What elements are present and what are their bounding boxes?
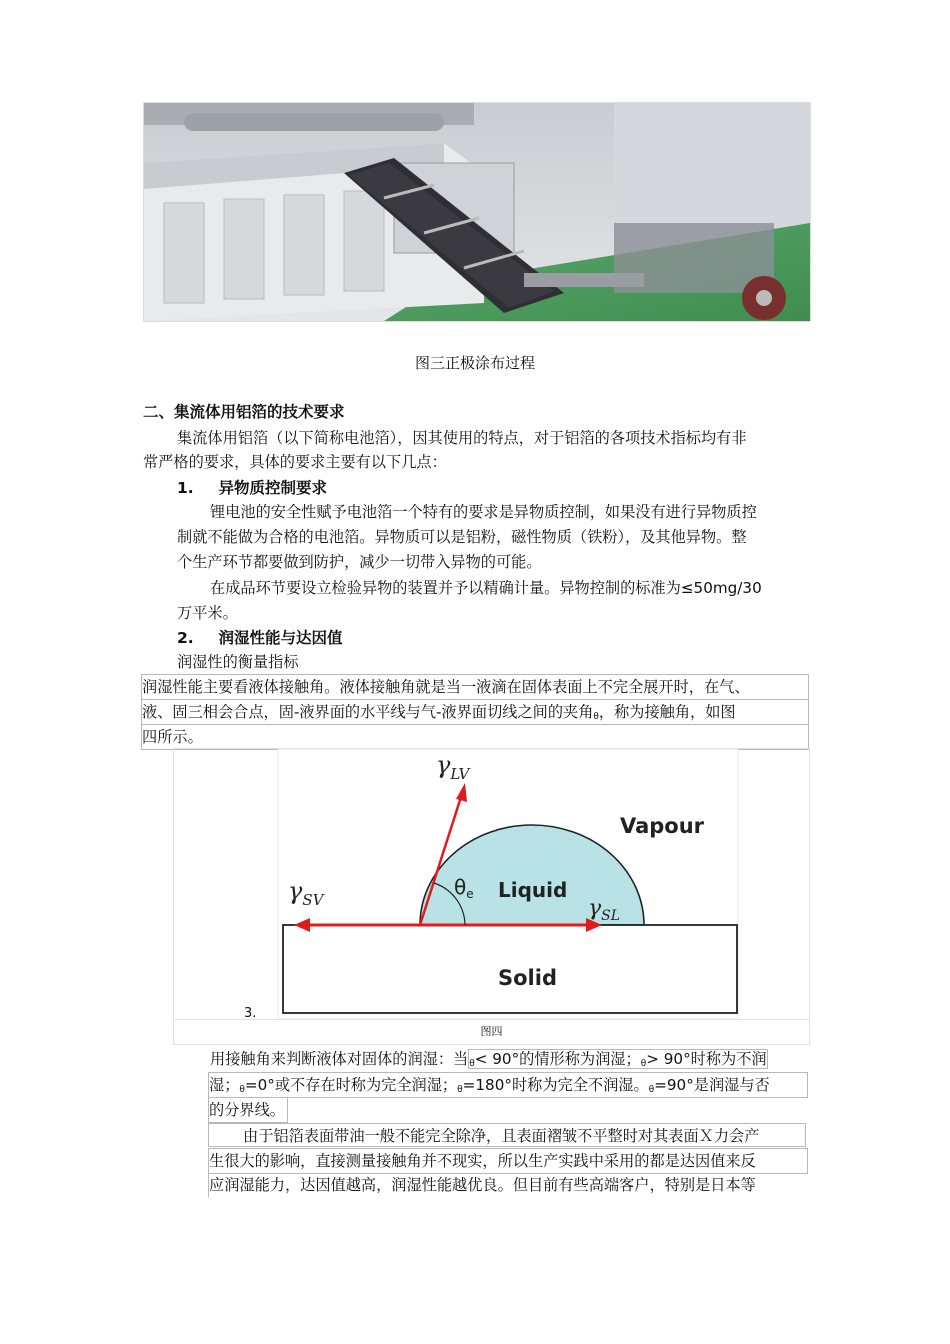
- theta-symbol: θ: [640, 1059, 647, 1069]
- item-1-number: 1.: [177, 479, 194, 497]
- dyne-line-1: 由于铝箔表面带油一般不能完全除净，且表面褶皱不平整时对其表面Ｘ力会产: [208, 1123, 806, 1147]
- coating-line-photo: [143, 102, 811, 322]
- contact-line-3: 的分界线。: [208, 1097, 288, 1123]
- contact-line-1b: < 90°的情形称为润湿；: [474, 1050, 641, 1068]
- solid-label: Solid: [498, 966, 557, 990]
- liquid-label: Liquid: [498, 878, 568, 902]
- item-1-heading: [177, 476, 327, 500]
- theta-symbol: θ: [457, 1085, 463, 1095]
- item-2-heading: [177, 626, 343, 650]
- vapour-label: Vapour: [620, 814, 705, 838]
- item-1-title: 异物质控制要求: [218, 479, 328, 497]
- item-2-number: 2.: [177, 629, 194, 647]
- item-1-para-1-line-1: 锂电池的安全性赋予电池箔一个特有的要求是异物质控制，如果没有进行异物质控: [210, 503, 757, 521]
- figure-3-caption: 图三正极涂布过程: [414, 354, 535, 372]
- intro-line-2: 常严格的要求，具体的要求主要有以下几点：: [143, 453, 447, 471]
- contact-line-2a: 湿；: [209, 1076, 240, 1094]
- item-2-title: 润湿性能与达因值: [218, 629, 343, 647]
- theta-symbol: θ: [469, 1059, 475, 1069]
- figure-4-frame: [173, 748, 810, 1020]
- gamma-sl-label: $\gamma_{SL}$: [588, 896, 621, 924]
- figure-4-caption: 图四: [173, 1019, 810, 1045]
- item-1-para-1-line-3: 个生产环节都要做到防护，减少一切带入异物的可能。: [177, 553, 542, 571]
- wetting-para-line-2a: 液、固三相会合点，固-液界面的水平线与气-液界面切线之间的夹角: [142, 703, 594, 721]
- contact-line-2d: =90°是润湿与否: [654, 1076, 770, 1094]
- contact-line-2b: =0°或不存在时称为完全润湿；: [244, 1076, 458, 1094]
- wetting-para-line-2b: ，称为接触角，如图: [598, 703, 736, 721]
- theta-symbol: θ: [239, 1085, 245, 1095]
- item-1-para-2-line-1: 在成品环节要设立检验异物的装置并予以精确计量。异物控制的标准为≤50mg/30: [210, 579, 762, 597]
- contact-angle-diagram: [174, 749, 809, 1019]
- item-2-subtitle: 润湿性的衡量指标: [177, 653, 299, 671]
- list-number-3: 3.: [244, 1006, 257, 1021]
- gamma-lv-label: $\gamma_{LV}$: [436, 751, 470, 783]
- contact-line-2c: =180°时称为完全不润湿。: [462, 1076, 649, 1094]
- wetting-para-line-1: 润湿性能主要看液体接触角。液体接触角就是当一液滴在固体表面上不完全展开时，在气、: [141, 674, 809, 700]
- dyne-line-2: 生很大的影响，直接测量接触角并不现实，所以生产实践中采用的都是达因值来反: [208, 1148, 808, 1174]
- coating-machine-illustration: [144, 103, 810, 321]
- item-1-para-2-line-2: 万平米。: [177, 604, 238, 622]
- contact-line-1c: > 90°时称为不润: [646, 1050, 767, 1068]
- wetting-para-line-2: [141, 699, 809, 725]
- intro-line-1: 集流体用铝箔（以下简称电池箔），因其使用的特点，对于铝箔的各项技术指标均有非: [177, 429, 747, 447]
- theta-e-label: $\theta_e$: [454, 875, 474, 901]
- gamma-sv-label: $\gamma_{SV}$: [288, 877, 324, 909]
- contact-line-1a: 用接触角来判断液体对固体的润湿：当: [210, 1050, 469, 1068]
- item-1-para-1-line-2: 制就不能做为合格的电池箔。异物质可以是铝粉，磁性物质（铁粉），及其他异物。整: [177, 528, 747, 546]
- contact-line-2: [208, 1072, 808, 1098]
- contact-line-1-box: [468, 1049, 767, 1069]
- theta-symbol: θ: [593, 712, 599, 722]
- wetting-para-line-3: 四所示。: [141, 724, 809, 750]
- section-2-heading: 二、集流体用铝箔的技术要求: [143, 403, 345, 421]
- dyne-line-3: 应润湿能力，达因值越高，润湿性能越优良。但目前有些高端客户，特别是日本等: [208, 1173, 756, 1197]
- theta-symbol: θ: [648, 1085, 655, 1095]
